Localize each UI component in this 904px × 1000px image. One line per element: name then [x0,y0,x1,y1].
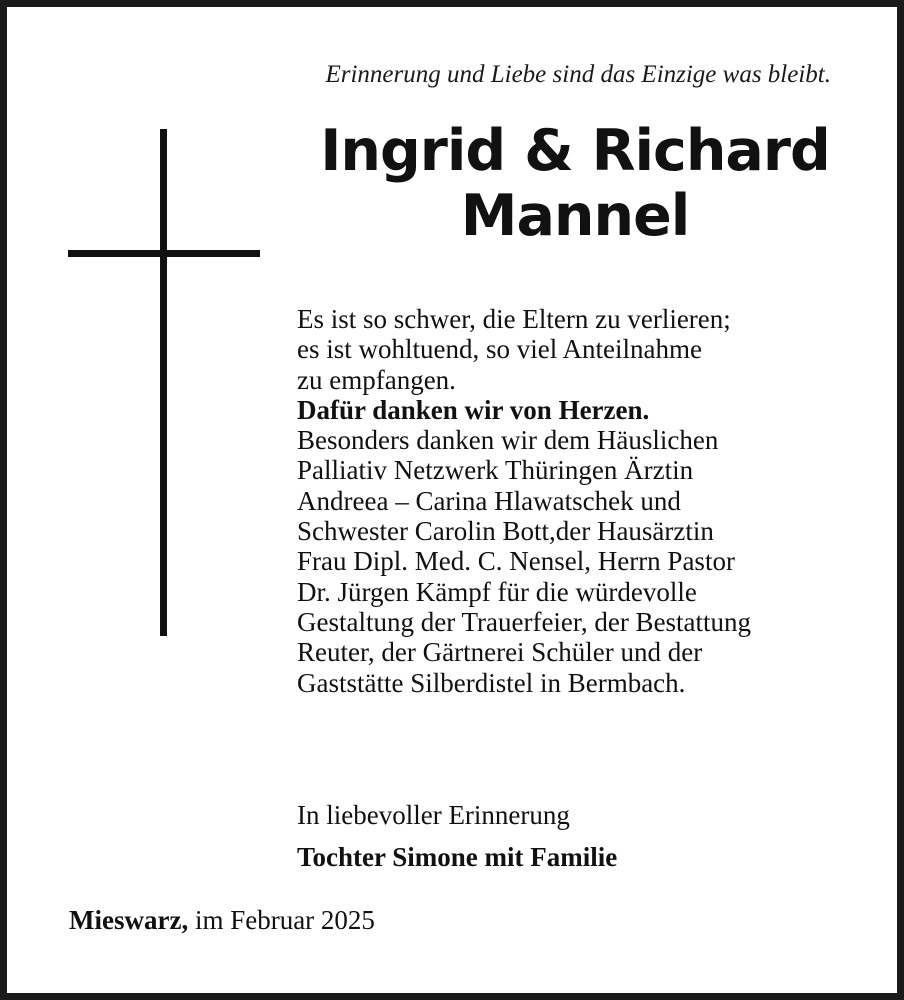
cross-vertical-bar [160,129,167,636]
thanks-text [297,304,751,698]
cross-horizontal-bar [68,250,260,257]
thanks-line: Dr. Jürgen Kämpf für die würdevolle [297,576,697,607]
thanks-line: es ist wohltuend, so viel Anteilnahme [297,334,702,365]
thanks-line: Gestaltung der Trauerfeier, der Bestattung [297,606,752,637]
thanks-line: Schwester Carolin Bott,der Hausärztin [297,516,714,547]
place-date [69,905,375,936]
thanks-line: Gaststätte Silberdistel in Bermbach. [297,667,686,698]
thanks-line: zu empfangen. [297,364,456,395]
thanks-line: Es ist so schwer, die Eltern zu verlieren; [297,304,731,334]
closing-phrase: In liebevoller Erinnerung [297,800,570,830]
signature: Tochter Simone mit Familie [297,842,618,872]
thanks-line: Andreea – Carina Hlawatschek und [297,485,681,516]
motto: Erinnerung und Liebe sind das Einzige was bleibt. [325,61,831,88]
place: Mieswarz, [69,905,189,935]
names-line-1: Ingrid & Richard [320,118,830,184]
date: im Februar 2025 [188,905,375,935]
thanks-line: Frau Dipl. Med. C. Nensel, Herrn Pastor [297,546,735,577]
thanks-line: Palliativ Netzwerk Thüringen Ärztin [297,455,694,486]
deceased-names [297,119,853,249]
thanks-line: Reuter, der Gärtnerei Schüler und der [297,637,703,668]
names-line-2: Mannel [460,183,690,249]
thanks-line: Besonders danken wir dem Häuslichen [297,425,719,456]
thanks-line-emphasis: Dafür danken wir von Herzen. [297,394,650,425]
